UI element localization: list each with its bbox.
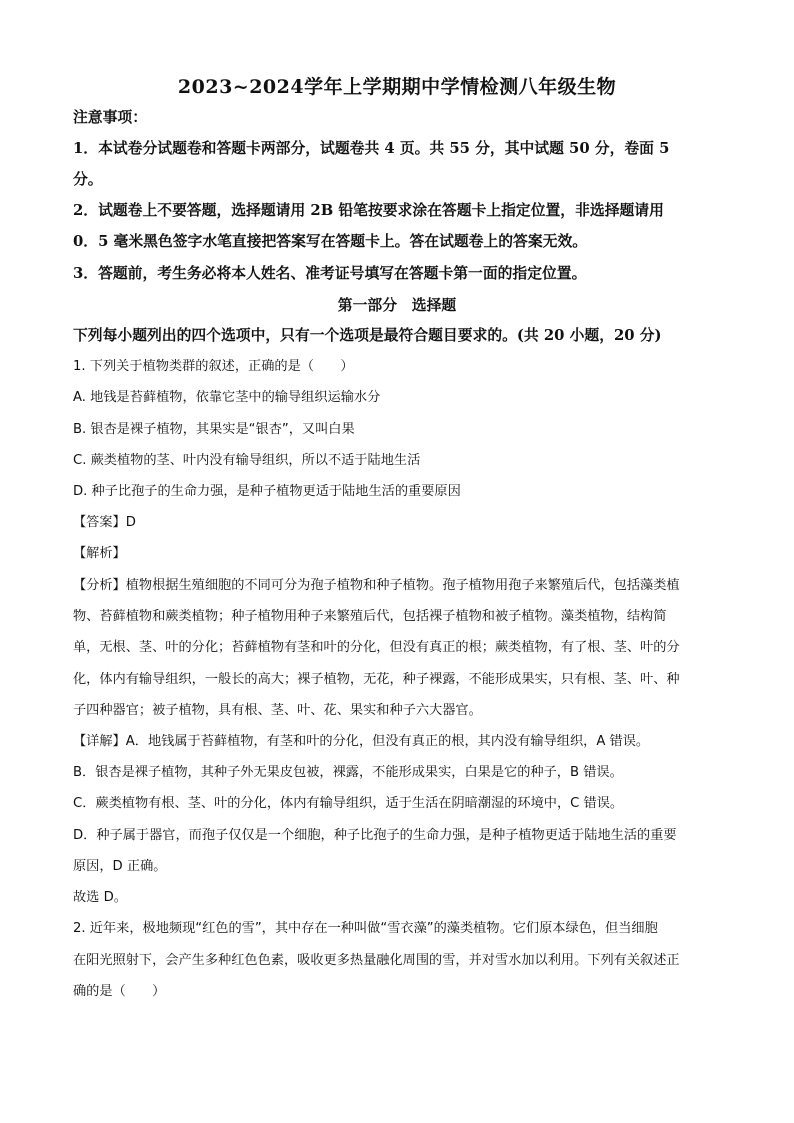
q1-detail-line: 【详解】A．地钱属于苔藓植物，有茎和叶的分化，但没有真正的根，其内没有输导组织，A 错误。 — [73, 734, 650, 749]
q1-option-d: D. 种子比孢子的生命力强，是种子植物更适于陆地生活的重要原因 — [73, 484, 461, 499]
section-title: 第一部分 选择题 — [337, 297, 457, 314]
exam-title: 2023~2024学年上学期期中学情检测八年级生物 — [177, 76, 617, 98]
q1-stem: 1. 下列关于植物类群的叙述，正确的是（ ） — [73, 359, 354, 374]
q1-analysis-line: 单，无根、茎、叶的分化；苔藓植物有茎和叶的分化，但没有真正的根；蕨类植物，有了根、茎、叶的分 — [73, 640, 680, 655]
q1-detail-line: D．种子属于器官，而孢子仅仅是一个细胞，种子比孢子的生命力强，是种子植物更适于陆地生活的重要 — [73, 828, 677, 843]
q1-detail-line: B．银杏是裸子植物，其种子外无果皮包被，裸露，不能形成果实，白果是它的种子，B 错误。 — [73, 765, 623, 780]
notice-item-2: 2．试题卷上不要答题，选择题请用 2B 铅笔按要求涂在答题卡上指定位置，非选择题请用 — [73, 202, 664, 219]
q1-option-c: C. 蕨类植物的茎、叶内没有输导组织，所以不适于陆地生活 — [73, 453, 421, 468]
q1-analysis-line: 【分析】植物根据生殖细胞的不同可分为孢子植物和种子植物。孢子植物用孢子来繁殖后代，包括藻类植 — [73, 578, 680, 593]
q1-conclusion: 故选 D。 — [73, 890, 127, 905]
notice-item-1-cont: 分。 — [73, 171, 103, 188]
q1-analysis-line: 化，体内有输导组织，一般长的高大；裸子植物，无花，种子裸露，不能形成果实，只有根、茎、叶、种 — [73, 672, 680, 687]
notice-heading: 注意事项： — [73, 109, 147, 126]
q1-option-a: A. 地钱是苔藓植物，依靠它茎中的输导组织运输水分 — [73, 390, 381, 405]
q2-stem-line: 2. 近年来，极地频现“红色的雪”，其中存在一种叫做“雪衣藻”的藻类植物。它们原本绿色，但当细胞 — [73, 921, 658, 936]
section-instruction: 下列每小题列出的四个选项中，只有一个选项是最符合题目要求的。(共 20 小题，20 分) — [73, 327, 662, 344]
q2-stem-line: 在阳光照射下，会产生多种红色色素，吸收更多热量融化周围的雪，并对雪水加以利用。下列有关叙述正 — [73, 953, 680, 968]
q1-detail-line: C．蕨类植物有根、茎、叶的分化，体内有输导组织，适于生活在阴暗潮湿的环境中，C 错误。 — [73, 796, 624, 811]
q1-analysis-line: 物、苔藓植物和蕨类植物；种子植物用种子来繁殖后代，包括裸子植物和被子植物。藻类植物，结构简 — [73, 609, 667, 624]
q1-jiexi-label: 【解析】 — [73, 546, 126, 561]
q1-analysis-line: 子四种器官；被子植物，具有根、茎、叶、花、果实和种子六大器官。 — [73, 703, 482, 718]
q1-detail-line: 原因，D 正确。 — [73, 859, 167, 874]
q2-stem-line: 确的是（ ） — [73, 984, 166, 999]
notice-item-2-cont: 0．5 毫米黑色签字水笔直接把答案写在答题卡上。答在试题卷上的答案无效。 — [73, 233, 588, 250]
notice-item-1: 1．本试卷分试题卷和答题卡两部分，试题卷共 4 页。共 55 分，其中试题 50 分，卷面 5 — [73, 140, 670, 157]
q1-option-b: B. 银杏是裸子植物，其果实是“银杏”，又叫白果 — [73, 422, 355, 437]
q1-answer: 【答案】D — [73, 515, 136, 530]
notice-item-3: 3．答题前，考生务必将本人姓名、准考证号填写在答题卡第一面的指定位置。 — [73, 265, 587, 282]
